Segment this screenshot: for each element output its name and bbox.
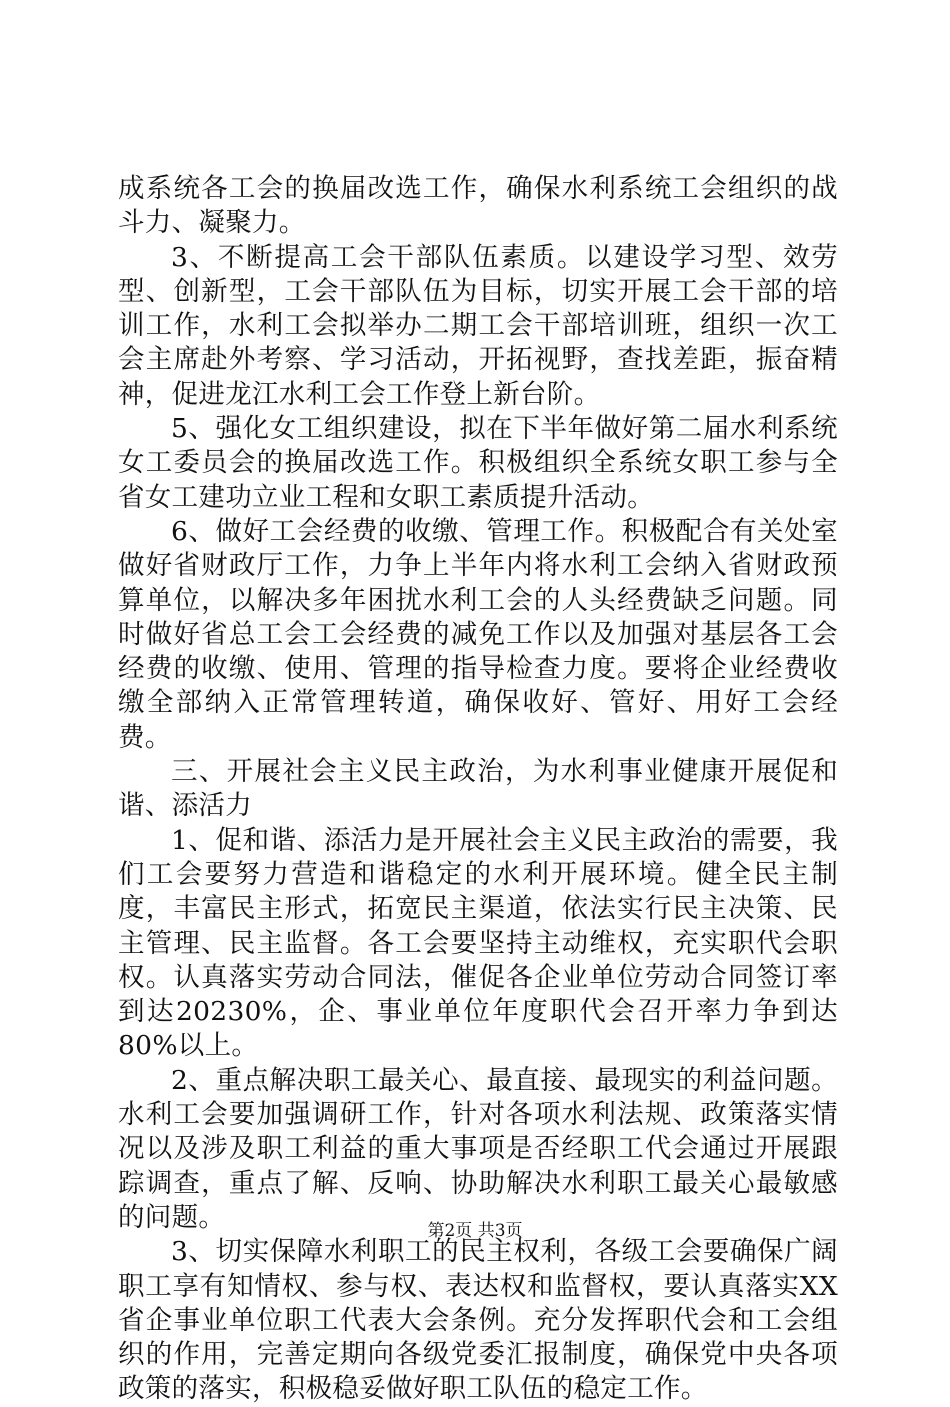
- page-number-footer: 第2页 共3页: [427, 1221, 523, 1241]
- section-heading-democracy: 三、开展社会主义民主政治，为水利事业健康开展促和谐、添活力: [118, 756, 838, 822]
- paragraph-union-funds: 6、做好工会经费的收缴、管理工作。积极配合有关处室做好省财政厅工作，力争上半年内将水利工会纳入省财政预算单位，以解决多年困扰水利工会的人头经费缺乏问题。同时做好省总工会工会经费的减免工作以及加强对基层各工会经费的收缴、使用、管理的指导检查力度。要将企业经费收缴全部纳入正常管理转道，确保收好、管好、用好工会经费。: [118, 515, 838, 753]
- paragraph-worker-interests: 2、重点解决职工最关心、最直接、最现实的利益问题。水利工会要加强调研工作，针对各项水利法规、政策落实情况以及涉及职工利益的重大事项是否经职工代会通过开展跟踪调查，重点了解、反响、协助解决水利职工最关心最敏感的问题。: [118, 1064, 838, 1233]
- paragraph-continuation: 成系统各工会的换届改选工作，确保水利系统工会组织的战斗力、凝聚力。: [118, 173, 838, 239]
- paragraph-harmony: 1、促和谐、添活力是开展社会主义民主政治的需要，我们工会要努力营造和谐稳定的水利开展环境。健全民主制度，丰富民主形式，拓宽民主渠道，依法实行民主决策、民主管理、民主监督。各工会要坚持主动维权，充实职代会职权。认真落实劳动合同法，催促各企业单位劳动合同签订率到达20230%，企、事业单位年度职代会召开率力争到达80%以上。: [118, 824, 838, 1062]
- paragraph-cadre-quality: 3、不断提高工会干部队伍素质。以建设学习型、效劳型、创新型，工会干部队伍为目标，切实开展工会干部的培训工作，水利工会拟举办二期工会干部培训班，组织一次工会主席赴外考察、学习活动，开拓视野，查找差距，振奋精神，促进龙江水利工会工作登上新台阶。: [118, 241, 838, 410]
- paragraph-democratic-rights: 3、切实保障水利职工的民主权利，各级工会要确保广阔职工享有知情权、参与权、表达权和监督权，要认真落实XX省企事业单位职工代表大会条例。充分发挥职代会和工会组织的作用，完善定期向各级党委汇报制度，确保党中央各项政策的落实，积极稳妥做好职工队伍的稳定工作。: [118, 1236, 838, 1405]
- paragraph-women-workers: 5、强化女工组织建设，拟在下半年做好第二届水利系统女工委员会的换届改选工作。积极组织全系统女职工参与全省女工建功立业工程和女职工素质提升活动。: [118, 413, 838, 513]
